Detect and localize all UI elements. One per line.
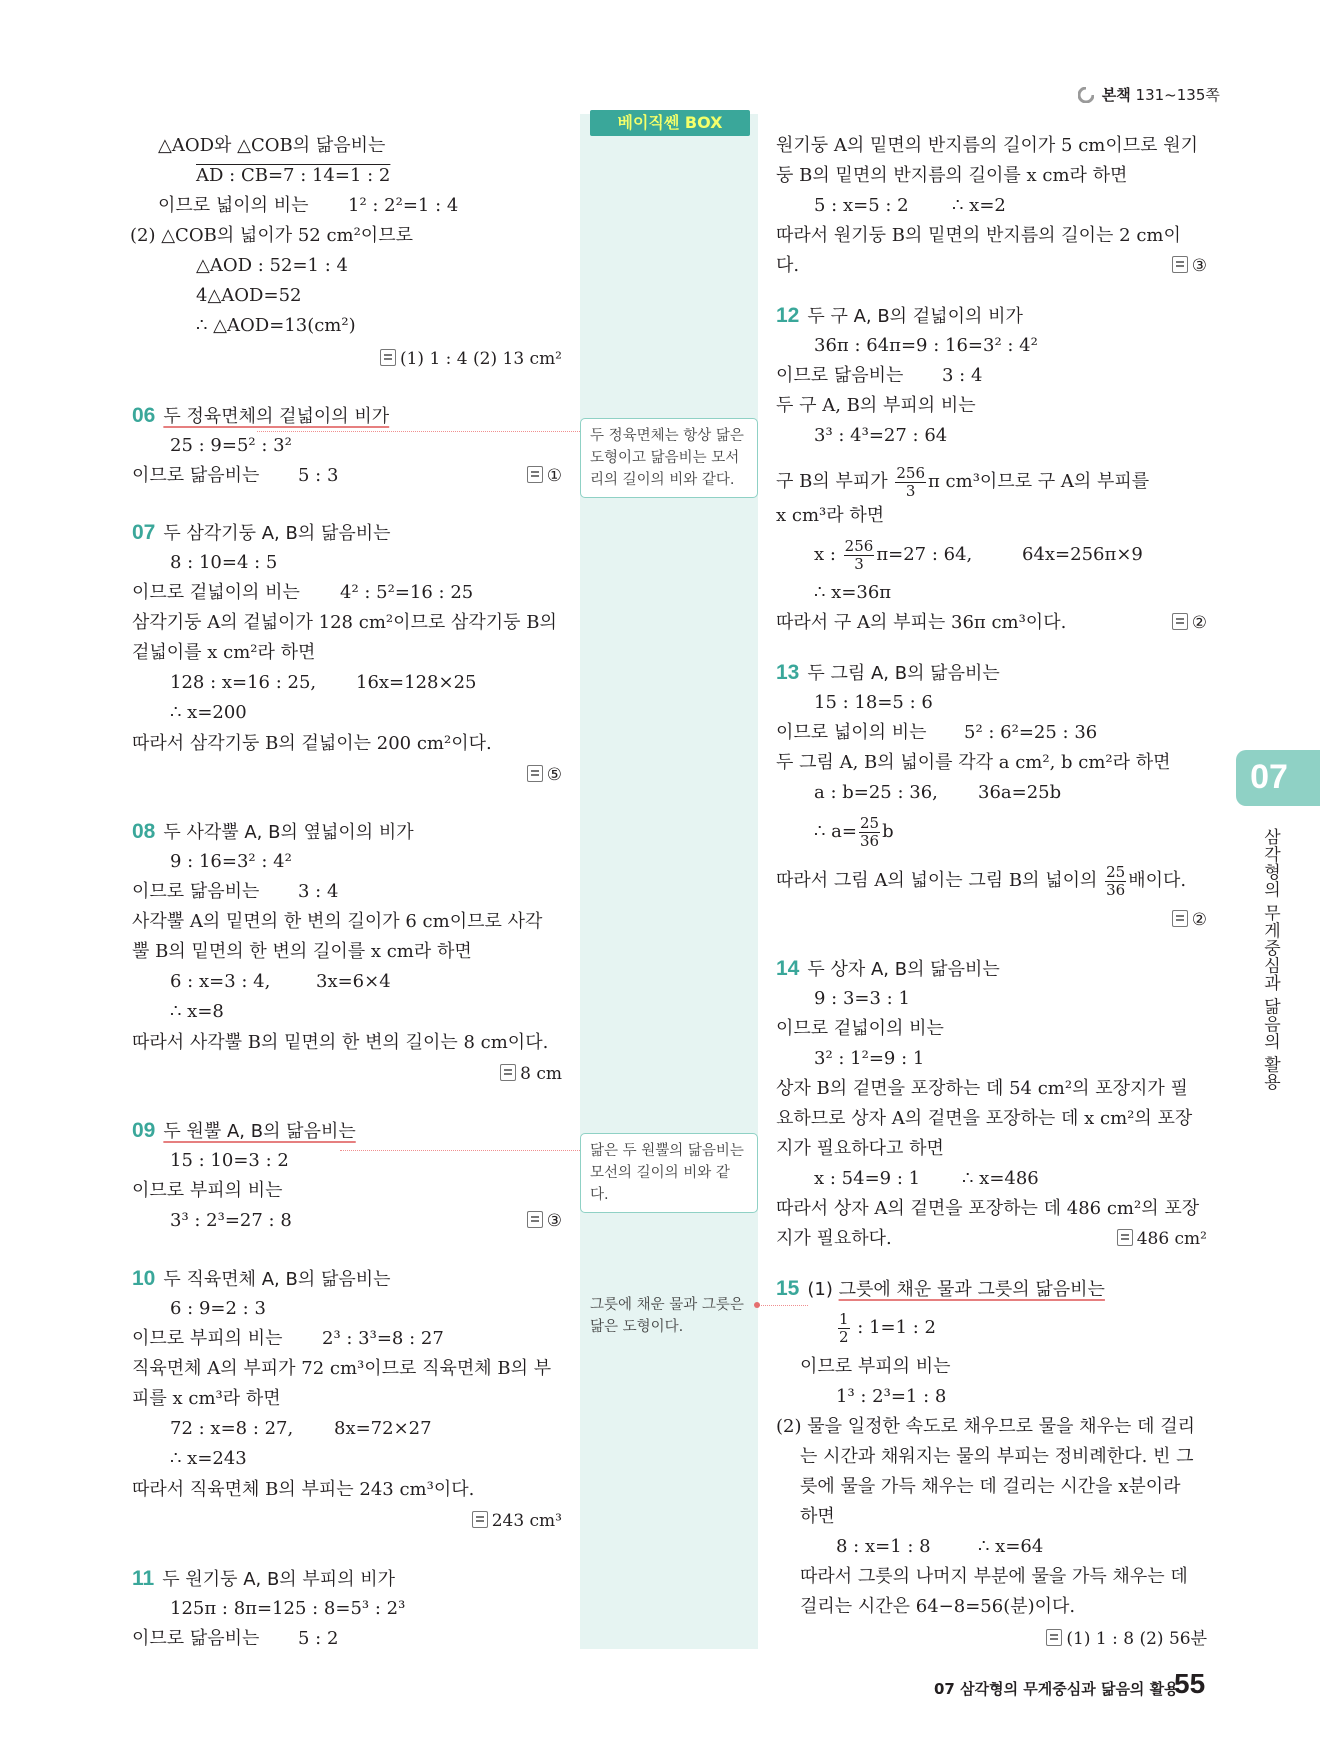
connector-15-dot [754,1302,760,1308]
book-icon [1078,87,1094,103]
p14-title: 두 상자 A, B의 닮음비는 [807,959,1000,980]
p13-l6 [776,861,1186,901]
p15-l9: 따라서 그릇의 나머지 부분에 물을 가득 채우는 데 [800,1566,1188,1587]
p12-l5-num: 256 [896,463,925,482]
p13-title-line [776,660,1000,687]
p05-l4: (2) △COB의 넓이가 52 cm²이므로 [130,225,413,246]
p08-l5b: 3x=6×4 [316,971,391,992]
connector-15 [758,1305,808,1306]
answer-icon [1172,910,1188,927]
p08-l5: 6 : x=3 : 4, [170,971,271,992]
answer-icon [1172,256,1188,273]
p07-l2: 이므로 겉넓이의 비는 [132,582,300,603]
p05-answer-text: (1) 1 : 4 (2) 13 cm² [399,349,562,369]
p12-answer [1172,610,1207,636]
p13-title: 두 그림 A, B의 닮음비는 [807,663,1000,684]
p10-l7: 따라서 직육면체 B의 부피는 243 cm³이다. [132,1479,475,1500]
p07-title: 두 삼각기둥 A, B의 닮음비는 [163,523,391,544]
box-note-1: 두 정육면체는 항상 닮은 도형이고 닮음비는 모서리의 길이의 비와 같다. [580,418,758,498]
p08-l1: 9 : 16=3² : 4² [170,851,292,872]
p07-l1: 8 : 10=4 : 5 [170,552,278,573]
p08-answer-text: 8 cm [520,1064,562,1084]
p12-l7c: 64x=256π×9 [1022,544,1143,565]
p06-answer [527,463,562,489]
box-note-2: 닮은 두 원뿔의 닮음비는 모선의 길이의 비와 같다. [580,1133,758,1213]
p14-l7b: ∴ x=486 [962,1168,1039,1189]
p11-l2b: 5 : 2 [298,1628,339,1649]
ref-pages: 131~135쪽 [1135,86,1220,104]
p05-answer [380,346,562,372]
p08-number: 08 [132,820,156,843]
p13-l5-num: 25 [860,813,880,832]
chapter-number: 07 [1250,758,1288,796]
p13-l6b: 배이다. [1128,870,1187,891]
p10-answer [472,1508,562,1534]
p06-l2b: 5 : 3 [298,465,339,486]
p08-l7: 따라서 사각뿔 B의 밑면의 한 변의 길이는 8 cm이다. [132,1032,549,1053]
p13-l6-den: 36 [1106,880,1126,899]
p13-l1: 15 : 18=5 : 6 [814,692,933,713]
answer-icon [1117,1229,1133,1246]
page-number: 55 [1174,1668,1206,1699]
p15-l1 [836,1308,936,1348]
p15-answer [1046,1626,1207,1652]
p07-l2b: 4² : 5²=16 : 25 [340,582,474,603]
p07-l3: 삼각기둥 A의 겉넓이가 128 cm²이므로 삼각기둥 B의 [132,612,557,633]
p13-l4b: 36a=25b [978,782,1062,803]
p12-l6: x cm³라 하면 [776,505,885,526]
chapter-title: 삼각형의 무게중심과 닮음의 활용 [1260,828,1280,1091]
p13-number: 13 [776,661,800,684]
p14-number: 14 [776,957,800,980]
chapter-tab [1236,750,1320,806]
p15-title-line [776,1276,1105,1303]
p10-l5: 72 : x=8 : 27, [170,1418,294,1439]
p13-l2b: 5² : 6²=25 : 36 [964,722,1098,743]
p12-l5a: 구 B의 부피가 [776,471,888,492]
p09-title-line [132,1118,356,1145]
ref-label: 본책 [1101,86,1131,104]
p15-title-a: (1) [807,1279,833,1300]
p05-l1: △AOD와 △COB의 닮음비는 [158,135,386,156]
p10-title-line [132,1266,391,1293]
basic-box-title: 베이직쎈 BOX [590,110,750,136]
p15-l1-num: 1 [839,1309,849,1328]
p08-l2: 이므로 닮음비는 [132,881,260,902]
p12-l1: 36π : 64π=9 : 16=3² : 4² [814,335,1038,356]
p15-l1-fraction [838,1311,850,1346]
p11c-l5: 다. [776,255,800,276]
p11c-l2: 둥 B의 밑면의 반지름의 길이를 x cm라 하면 [776,165,1128,186]
p10-answer-text: 243 cm³ [491,1511,562,1531]
p05-l7: ∴ △AOD=13(cm²) [196,315,356,336]
p07-answer [527,762,562,788]
p10-l1: 6 : 9=2 : 3 [170,1298,266,1319]
p13-l6-num: 25 [1106,862,1126,881]
p09-answer-text: ③ [546,1211,562,1231]
basic-box-column [580,114,758,1649]
p07-l4: 겉넓이를 x cm²라 하면 [132,642,316,663]
answer-icon [527,765,543,782]
p05-l2 [196,163,390,189]
box-note-3: 그릇에 채운 물과 그릇은 닮은 도형이다. [590,1297,744,1335]
p05-l3: 이므로 넓이의 비는 [158,195,309,216]
p14-l5: 요하므로 상자 A의 겉면을 포장하는 데 x cm²의 포장 [776,1108,1193,1129]
p15-l1-den: 2 [839,1327,849,1346]
p12-l7-fraction [844,538,875,573]
p11c-l3b: ∴ x=2 [952,195,1006,216]
p11c-l1: 원기둥 A의 밑면의 반지름의 길이가 5 cm이므로 원기 [776,135,1199,156]
p11c-answer-text: ③ [1191,256,1207,276]
p06-title: 두 정육면체의 겉넓이의 비가 [163,406,390,427]
p08-l2b: 3 : 4 [298,881,339,902]
p13-l3: 두 그림 A, B의 넓이를 각각 a cm², b cm²라 하면 [776,752,1171,773]
p06-title-line [132,403,389,430]
p12-l5 [776,462,1149,502]
p11-l1: 125π : 8π=125 : 8=5³ : 2³ [170,1598,406,1619]
p13-l4: a : b=25 : 36, [814,782,938,803]
p08-l6: ∴ x=8 [170,1001,224,1022]
p06-number: 06 [132,404,156,427]
p06-l2: 이므로 닮음비는 [132,465,260,486]
p15-l7: 하면 [800,1506,835,1527]
answer-icon [380,349,396,366]
p09-l2: 이므로 부피의 비는 [132,1180,283,1201]
p05-l3b: 1² : 2²=1 : 4 [348,195,459,216]
p13-l2: 이므로 넓이의 비는 [776,722,927,743]
p14-l3: 3² : 1²=9 : 1 [814,1048,925,1069]
answer-icon [527,1211,543,1228]
p12-l9: 따라서 구 A의 부피는 36π cm³이다. [776,612,1067,633]
p12-l5-fraction [895,465,926,500]
p10-title: 두 직육면체 A, B의 닮음비는 [163,1269,391,1290]
p12-l7 [814,535,972,575]
p12-l4: 3³ : 4³=27 : 64 [814,425,948,446]
p15-answer-text: (1) 1 : 8 (2) 56분 [1066,1629,1207,1649]
p08-answer [500,1061,562,1087]
p08-l4: 뿔 B의 밑면의 한 변의 길이를 x cm라 하면 [132,941,472,962]
p13-l6a: 따라서 그림 A의 넓이는 그림 B의 넓이의 [776,870,1098,891]
connector-09 [340,1150,580,1151]
p08-title-line [132,819,414,846]
p07-l7: 따라서 삼각기둥 B의 겉넓이는 200 cm²이다. [132,733,492,754]
p11c-answer [1172,253,1207,279]
answer-icon [500,1064,516,1081]
p10-l5b: 8x=72×27 [334,1418,432,1439]
page-reference [1078,84,1220,105]
p12-l2: 이므로 닮음비는 [776,365,904,386]
answer-icon [472,1511,488,1528]
p15-title-b: 그릇에 채운 물과 그릇의 닮음비는 [838,1279,1105,1300]
p11c-l3: 5 : x=5 : 2 [814,195,909,216]
p08-l3: 사각뿔 A의 밑면의 한 변의 길이가 6 cm이므로 사각 [132,911,543,932]
p09-title: 두 원뿔 A, B의 닮음비는 [163,1121,356,1142]
p10-l2: 이므로 부피의 비는 [132,1328,283,1349]
p14-l1: 9 : 3=3 : 1 [814,988,910,1009]
p13-l5-fraction [859,815,880,850]
p08-title: 두 사각뿔 A, B의 옆넓이의 비가 [163,822,414,843]
p07-l5: 128 : x=16 : 25, [170,672,317,693]
p15-l5: 는 시간과 채워지는 물의 부피는 정비례한다. 빈 그 [800,1446,1194,1467]
answer-icon [1172,613,1188,630]
p05-l6: 4△AOD=52 [196,285,302,306]
p15-l4: (2) 물을 일정한 속도로 채우므로 물을 채우는 데 걸리 [776,1416,1196,1437]
p15-l6: 릇에 물을 가득 채우는 데 걸리는 시간을 x분이라 [800,1476,1181,1497]
p10-l3: 직육면체 A의 부피가 72 cm³이므로 직육면체 B의 부 [132,1358,552,1379]
p15-number: 15 [776,1277,800,1300]
p06-l1: 25 : 9=5² : 3² [170,435,292,456]
p14-title-line [776,956,1000,983]
p12-l7b: π=27 : 64, [876,544,973,565]
p11c-l4: 따라서 원기둥 B의 밑면의 반지름의 길이는 2 cm이 [776,225,1181,246]
answer-icon [527,466,543,483]
p10-l4: 피를 x cm³라 하면 [132,1388,281,1409]
p13-l5 [814,812,894,852]
p11-l2: 이므로 닮음비는 [132,1628,260,1649]
p12-title: 두 구 A, B의 겉넓이의 비가 [807,306,1023,327]
p12-l3: 두 구 A, B의 부피의 비는 [776,395,976,416]
p15-l3: 1³ : 2³=1 : 8 [836,1386,947,1407]
p07-l5b: 16x=128×25 [356,672,477,693]
p14-l6: 지가 필요하다고 하면 [776,1138,944,1159]
p09-l1: 15 : 10=3 : 2 [170,1150,289,1171]
p12-l5b: π cm³이므로 구 A의 부피를 [928,471,1150,492]
answer-icon [1046,1629,1062,1646]
p05-l5: △AOD : 52=1 : 4 [196,255,348,276]
p12-l7a: x : [814,544,836,565]
p12-answer-text: ② [1191,613,1207,633]
p15-l8: 8 : x=1 : 8 [836,1536,931,1557]
connector-06 [257,431,580,432]
p05-l2-text: AD : CB=7 : 14=1 : 2 [196,165,391,186]
p07-answer-text: ⑤ [546,765,562,785]
p15-l10: 걸리는 시간은 64−8=56(분)이다. [800,1596,1076,1617]
p14-answer-text: 486 cm² [1136,1229,1207,1249]
p10-l6: ∴ x=243 [170,1448,247,1469]
p12-l8: ∴ x=36π [814,582,892,603]
p13-answer [1172,907,1207,933]
p12-l7-num: 256 [844,536,874,555]
p07-title-line [132,520,391,547]
p12-number: 12 [776,304,800,327]
p12-title-line [776,303,1023,330]
p14-l8: 따라서 상자 A의 겉면을 포장하는 데 486 cm²의 포장 [776,1198,1200,1219]
p09-answer [527,1208,562,1234]
p13-l6-fraction [1105,864,1126,899]
p13-answer-text: ② [1191,910,1207,930]
p13-l5a: ∴ a= [814,821,857,842]
p07-number: 07 [132,521,156,544]
p09-number: 09 [132,1119,156,1142]
p14-l2: 이므로 겉넓이의 비는 [776,1018,944,1039]
p14-l7: x : 54=9 : 1 [814,1168,921,1189]
p12-l5-den: 3 [905,481,916,500]
footer-title: 07 삼각형의 무게중심과 닮음의 활용 [934,1680,1179,1698]
p10-l2b: 2³ : 3³=8 : 27 [322,1328,444,1349]
p12-l2b: 3 : 4 [942,365,983,386]
p14-answer [1117,1226,1207,1252]
p14-l9: 지가 필요하다. [776,1228,892,1249]
p12-l7-den: 3 [854,554,864,573]
p11-number: 11 [132,1567,155,1590]
p10-number: 10 [132,1267,156,1290]
p09-l3: 3³ : 2³=27 : 8 [170,1210,292,1231]
p07-l6: ∴ x=200 [170,702,247,723]
p11-title-line [132,1566,395,1593]
p13-l5b: b [882,821,894,842]
p11-title: 두 원기둥 A, B의 부피의 비가 [162,1569,396,1590]
p15-l8b: ∴ x=64 [978,1536,1044,1557]
p13-l5-den: 36 [860,831,880,850]
p14-l4: 상자 B의 겉면을 포장하는 데 54 cm²의 포장지가 필 [776,1078,1188,1099]
p15-l2: 이므로 부피의 비는 [800,1356,951,1377]
p06-answer-text: ① [546,466,562,486]
p15-l1b: : 1=1 : 2 [857,1317,937,1338]
